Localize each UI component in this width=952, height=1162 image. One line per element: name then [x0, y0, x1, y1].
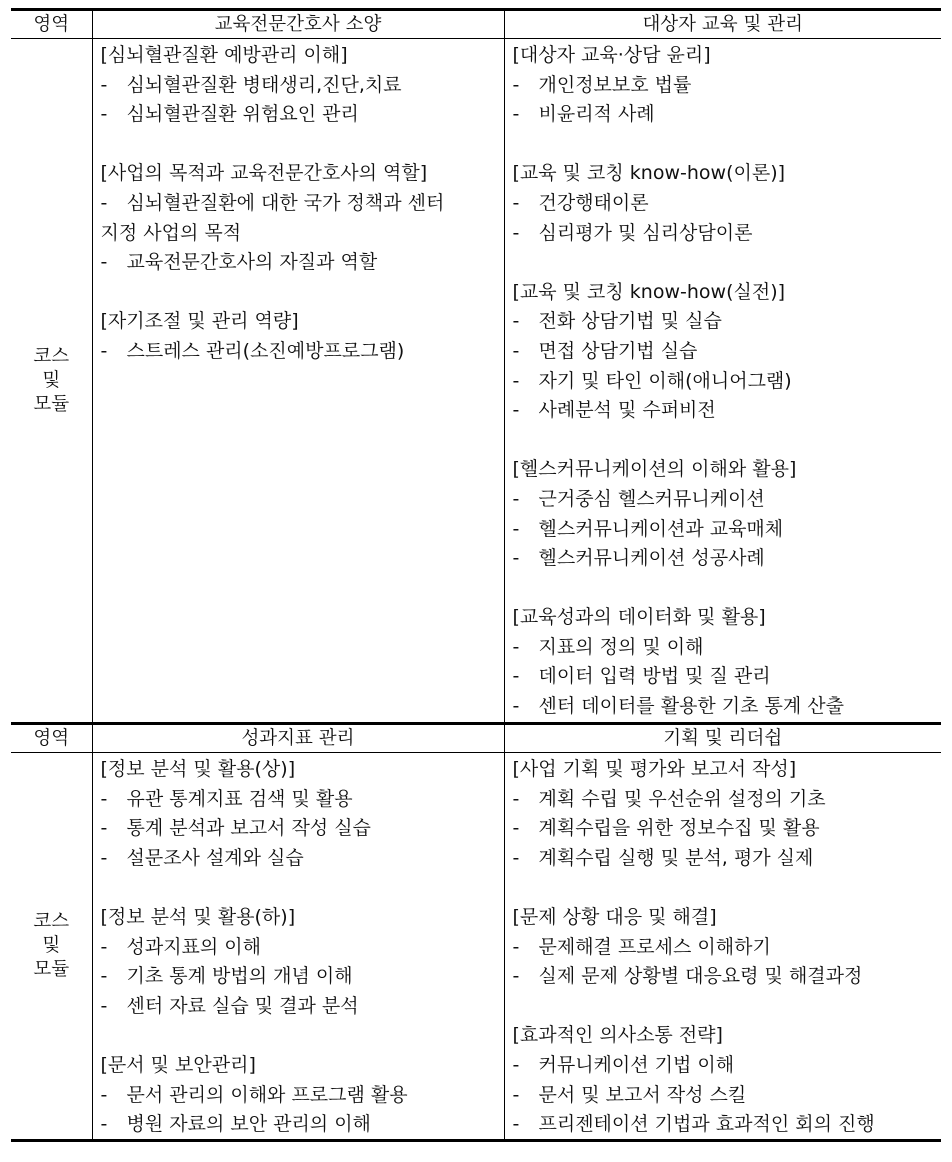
module-item-text: 통계 분석과 보고서 작성 실습 [126, 817, 371, 840]
module-item-text: 센터 자료 실습 및 결과 분석 [126, 994, 359, 1017]
col2-header: 대상자 교육 및 관리 [504, 11, 941, 39]
module-item [101, 962, 496, 992]
dash-bullet: - [100, 846, 108, 869]
dash-bullet: - [512, 103, 520, 126]
module-item-text: 심뇌혈관질환 위험요인 관리 [126, 103, 359, 126]
module-section [101, 755, 496, 873]
module-section [101, 159, 496, 277]
module-item [513, 544, 934, 574]
module-item-text: 사례분석 및 수퍼비전 [538, 399, 716, 422]
module-item-text: 교육전문간호사의 자질과 역할 [126, 251, 378, 274]
module-title: [자기조절 및 관리 역량] [100, 310, 299, 333]
dash-bullet: - [512, 191, 520, 214]
area-line: 코스 [33, 911, 70, 933]
module-item-text: 유관 통계지표 검색 및 활용 [126, 787, 353, 810]
dash-bullet: - [100, 1113, 108, 1136]
curriculum-table-2 [11, 725, 941, 1140]
module-cell [504, 39, 941, 723]
module-cell [92, 753, 504, 1140]
module-item-text: 심뇌혈관질환에 대한 국가 정책과 센터 [126, 191, 445, 214]
module-item-text: 지표의 정의 및 이해 [538, 635, 704, 658]
col1-header: 성과지표 관리 [92, 725, 504, 753]
module-item [101, 844, 496, 874]
dash-bullet: - [512, 221, 520, 244]
dash-bullet: - [512, 369, 520, 392]
module-section [513, 41, 934, 130]
area-header: 영역 [11, 725, 92, 753]
dash-bullet: - [512, 1083, 520, 1106]
module-item-text: 프리젠테이션 기법과 효과적인 회의 진행 [538, 1113, 875, 1136]
table-body-row [11, 753, 941, 1140]
module-item [101, 100, 496, 130]
dash-bullet: - [512, 695, 520, 718]
module-item-text: 문서 관리의 이해와 프로그램 활용 [126, 1083, 408, 1106]
module-title: [교육 및 코칭 know-how(이론)] [512, 162, 786, 185]
module-section [513, 159, 934, 248]
module-item-text: 계획수립을 위한 정보수집 및 활용 [538, 817, 820, 840]
dash-bullet: - [512, 635, 520, 658]
dash-bullet: - [100, 339, 108, 362]
module-item [513, 396, 934, 426]
module-section [513, 278, 934, 426]
module-item [513, 785, 934, 815]
module-item-text: 지정 사업의 목적 [100, 221, 242, 244]
dash-bullet: - [512, 935, 520, 958]
table-body-row [11, 39, 941, 723]
module-item-text: 설문조사 설계와 실습 [126, 846, 304, 869]
module-item-text: 심뇌혈관질환 병태생리,진단,치료 [126, 73, 402, 96]
dash-bullet: - [512, 665, 520, 688]
table-header-row [11, 11, 941, 39]
dash-bullet: - [512, 310, 520, 333]
module-item [101, 189, 496, 248]
dash-bullet: - [512, 399, 520, 422]
module-item-text: 헬스커뮤니케이션 성공사례 [538, 547, 765, 570]
dash-bullet: - [100, 965, 108, 988]
module-title: [사업 기획 및 평가와 보고서 작성] [512, 758, 797, 780]
area-cell [11, 753, 92, 1140]
module-title: [헬스커뮤니케이션의 이해와 활용] [512, 458, 797, 481]
module-title: [교육성과의 데이터화 및 활용] [512, 606, 766, 629]
dash-bullet: - [512, 487, 520, 510]
module-section [101, 1051, 496, 1140]
module-title: [정보 분석 및 활용(하)] [100, 905, 296, 928]
module-section [101, 903, 496, 1021]
module-item [513, 844, 934, 874]
module-item-text: 계획수립 실행 및 분석, 평가 실제 [538, 846, 814, 869]
module-item [513, 515, 934, 545]
table-header-row [11, 725, 941, 753]
area-line: 모듈 [33, 393, 70, 415]
module-item [513, 1110, 934, 1140]
module-item-text: 커뮤니케이션 기법 이해 [538, 1053, 735, 1076]
dash-bullet: - [512, 73, 520, 96]
dash-bullet: - [512, 965, 520, 988]
module-cell [504, 753, 941, 1140]
dash-bullet: - [512, 547, 520, 570]
module-item [101, 71, 496, 101]
dash-bullet: - [512, 1113, 520, 1136]
module-item [101, 248, 496, 278]
module-item-text: 근거중심 헬스커뮤니케이션 [538, 487, 765, 510]
module-item [101, 933, 496, 963]
module-section [513, 1021, 934, 1139]
col1-header: 교육전문간호사 소양 [92, 11, 504, 39]
module-item-text: 문제해결 프로세스 이해하기 [538, 935, 771, 958]
module-item [513, 814, 934, 844]
dash-bullet: - [100, 1083, 108, 1106]
module-item-text: 실제 문제 상황별 대응요령 및 해결과정 [538, 965, 863, 988]
module-item-text: 문서 및 보고서 작성 스킬 [538, 1083, 747, 1106]
module-item-text: 데이터 입력 방법 및 질 관리 [538, 665, 771, 688]
module-title: [문서 및 보안관리] [100, 1053, 256, 1076]
col2-header: 기획 및 리더쉽 [504, 725, 941, 753]
module-title: [교육 및 코칭 know-how(실전)] [512, 280, 786, 303]
dash-bullet: - [100, 994, 108, 1017]
module-item-text: 기초 통계 방법의 개념 이해 [126, 965, 353, 988]
module-item [513, 933, 934, 963]
area-line: 및 [42, 935, 61, 957]
module-item [513, 692, 934, 722]
module-title: [문제 상황 대응 및 해결] [512, 905, 717, 928]
module-item [101, 1110, 496, 1140]
dash-bullet: - [100, 103, 108, 126]
module-item [101, 814, 496, 844]
dash-bullet: - [100, 191, 108, 214]
module-item [513, 337, 934, 367]
module-item-text: 자기 및 타인 이해(애니어그램) [538, 369, 792, 392]
module-item [101, 337, 496, 367]
module-item [513, 485, 934, 515]
module-title: [사업의 목적과 교육전문간호사의 역할] [100, 162, 428, 185]
module-section [513, 603, 934, 721]
dash-bullet: - [512, 1053, 520, 1076]
module-section [513, 455, 934, 573]
module-item-text: 전화 상담기법 및 실습 [538, 310, 722, 333]
dash-bullet: - [512, 817, 520, 840]
area-line: 모듈 [33, 959, 70, 981]
module-section [101, 41, 496, 130]
module-title: [정보 분석 및 활용(상)] [100, 758, 296, 780]
module-item [513, 219, 934, 249]
curriculum-table-1 [11, 11, 941, 722]
dash-bullet: - [100, 73, 108, 96]
dash-bullet: - [512, 517, 520, 540]
module-item [513, 367, 934, 397]
module-item [513, 307, 934, 337]
module-item-text: 센터 데이터를 활용한 기초 통계 산출 [538, 695, 845, 718]
dash-bullet: - [100, 787, 108, 810]
module-item [513, 71, 934, 101]
area-cell [11, 39, 92, 723]
module-item [513, 100, 934, 130]
dash-bullet: - [100, 251, 108, 274]
module-section [513, 755, 934, 873]
module-item-text: 병원 자료의 보안 관리의 이해 [126, 1113, 371, 1136]
module-item-text: 심리평가 및 심리상담이론 [538, 221, 753, 244]
module-item-text: 스트레스 관리(소진예방프로그램) [126, 339, 405, 362]
module-item [101, 1081, 496, 1111]
module-item [101, 785, 496, 815]
module-cell [92, 39, 504, 723]
dash-bullet: - [512, 787, 520, 810]
module-item [513, 189, 934, 219]
module-item-text: 헬스커뮤니케이션과 교육매체 [538, 517, 784, 540]
module-title: [효과적인 의사소통 전략] [512, 1024, 723, 1047]
module-item-text: 건강행태이론 [538, 191, 649, 214]
module-item-text: 비윤리적 사례 [538, 103, 655, 126]
module-item [513, 633, 934, 663]
module-section [101, 307, 496, 366]
area-line: 코스 [33, 345, 70, 367]
module-section [513, 903, 934, 992]
module-item [513, 1081, 934, 1111]
dash-bullet: - [512, 846, 520, 869]
module-title: [대상자 교육·상담 윤리] [512, 44, 711, 66]
module-item [513, 962, 934, 992]
module-item-text: 계획 수립 및 우선순위 설정의 기초 [538, 787, 826, 810]
module-item [513, 1051, 934, 1081]
area-line: 및 [42, 369, 61, 391]
module-title: [심뇌혈관질환 예방관리 이해] [100, 44, 348, 66]
module-item-text: 성과지표의 이해 [126, 935, 262, 958]
dash-bullet: - [100, 935, 108, 958]
module-item [101, 992, 496, 1022]
module-item-text: 개인정보보호 법률 [538, 73, 692, 96]
dash-bullet: - [512, 339, 520, 362]
module-item-text: 면접 상담기법 실습 [538, 339, 698, 362]
area-header: 영역 [11, 11, 92, 39]
dash-bullet: - [100, 817, 108, 840]
module-item [513, 662, 934, 692]
